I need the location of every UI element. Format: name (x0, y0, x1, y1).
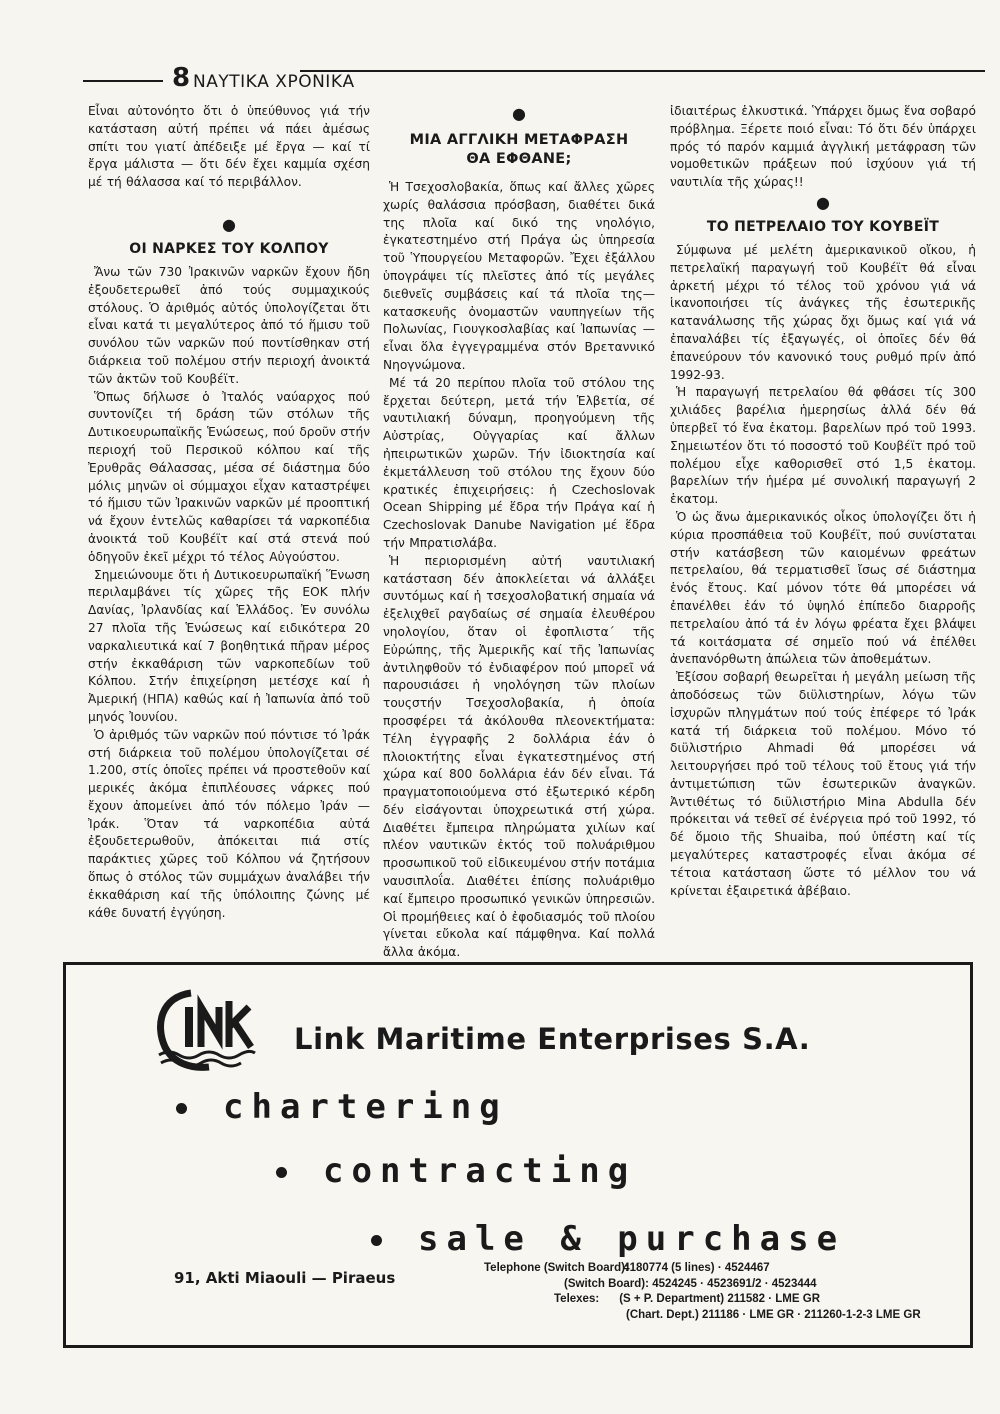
article-paragraph: Μέ τά 20 περίπου πλοῖα τοῦ στόλου της ἔρχεται δεύτερη, μετά τήν Ἑλβετία, σέ ναυτιλιακή δύναμη, προηγούμενη τῆς Αὐστρίας, Οὐγγαρίας καί ἄλλων ἠπειρωτικῶν χωρῶν. Τήν ἰδιοκτησία καί ἐκμετάλλευση τοῦ στόλου της ἔχουν δύο κρατικές ἐπιχειρήσεις: ἡ Czechoslovak Ocean Shipping μέ ἕδρα τήν Πράγα καί ἡ Czechoslovak Danube Navigation μέ ἕδρα τήν Μπρατισλάβα. (383, 375, 655, 550)
switchboard-row (484, 1277, 964, 1293)
switchboard-label: (Switch Board): (564, 1277, 649, 1290)
article-paragraph: Ὁ ἀριθμός τῶν ναρκῶν πού πόντισε τό Ἰράκ στή διάρκεια τοῦ πολέμου ὑπολογίζεται σέ 1.200, στίς ὁποῖες πρέπει νά προστεθοῦν καί μερικές ἀκόμα ἐπιπλέουσες νάρκες πού ἔχουν ἀπομείνει ἀπό τόν πόλεμο Ἰράν — Ἰράκ. Ὅταν τά ναρκοπέδια αὐτά ἐξουδετερωθοῦν, ἀπόκειται πιά στίς παράκτιες χῶρες τοῦ Κόλπου νά ζητήσουν ὅπως ὁ στόλος τῶν συμμάχων ἀναλάβει τήν ἐκκαθάριση καί τῆς ὑπόλοιπης ζώνης μέ κάθε δυνατή ἐγγύηση. (88, 727, 370, 920)
article-paragraph: Σημειώνουμε ὅτι ἡ Δυτικοευρωπαϊκή Ἕνωση περιλαμβάνει τίς χῶρες τῆς ΕΟΚ πλήν Δανίας, Ἰρλανδίας καί Ἑλλάδος. Ἐν συνόλω 27 πλοῖα τῆς Ἑνώσεως καί ειδικότερα 20 ναρκαλιευτικά καί 7 βοηθητικά πῆραν μέρος στήν ἐκκαθάριση τῶν ναρκοπεδίων τοῦ Κόλπου. Στήν ἐπιχείρηση μετέσχε καί ἡ Ἀμερική (ΗΠΑ) καθώς καί ἡ Ἰαπωνία ἀπό τοῦ μηνός Ἰουνίου. (88, 567, 370, 724)
company-name: Link Maritime Enterprises S.A. (294, 1022, 811, 1056)
article-paragraph: Σύμφωνα μέ μελέτη ἀμερικανικοῦ οἴκου, ἡ πετρελαϊκή παραγωγή τοῦ Κουβέϊτ θά εἶναι ἀρκετή μέχρι τό τέλος τοῦ χρόνου γιά νά ἱκανοποιήσει τίς ἀνάγκες τῆς ἐσωτερικῆς κατανάλωσης τῆς χώρας ὄχι ὅμως καί γιά νά ἐπαναλάβει τίς ἐξαγωγές, οἱ ὁποῖες δέν θά ἐπανεύρουν τόν κανονικό τους ρυθμό πρίν ἀπό 1992-93. (670, 242, 976, 382)
logo-text: LINK (151, 985, 154, 986)
page-number: 8 (172, 63, 191, 93)
column-3-intro: ἰδιαιτέρως ἑλκυστικά. Ὑπάρχει ὅμως ἕνα σοβαρό πρόβλημα. Ξέρετε ποιό εἶναι: Τό ὅτι δέν ὑπάρχει πρός τό παρόν καμμιά ἀγγλική μετάφραση τῶν νομοθετικῶν πράξεων πού ἰσχύουν γιά τή ναυτιλία τῆς χώρας!! (670, 104, 976, 190)
newspaper-title: ΝΑΥΤΙΚΑ ΧΡΟΝΙΚΑ (193, 72, 355, 92)
telex-row (484, 1292, 964, 1308)
service-chartering (176, 1087, 508, 1127)
heading-translation-line2: ΘΑ ΕΦΘΑΝΕ; (466, 151, 572, 167)
header-rule-left (83, 80, 163, 82)
article-paragraph: Ἐξίσου σοβαρή θεωρεῖται ἡ μεγάλη μείωση τῆς ἀποδόσεως τῶν διϋλιστηρίων, λόγω τῶν ἰσχυρῶν πληγμάτων πού τούς ἐπέφερε τό Ἰράκ κατά τή διάρκεια τοῦ πολέμου. Μόνο τό διϋλιστήριο Ahmadi θά μπορέσει νά λειτουργήσει πρό τοῦ τέλους τοῦ ἔτους γιά τήν ἀντιμετώπιση τῶν ἐσωτερικῶν ἀναγκῶν. Ἀντιθέτως τό διϋλιστήριο Mina Abdulla δέν πρόκειται νά τεθεῖ σέ ἐνέργεια πρό τοῦ 1992, τό δέ ὅμοιο τῆς Shuaiba, πού ὑπέστη καί τίς μεγαλύτερες καταστροφές εἶναι ἀκόμα σέ τέτοια κατάσταση ὥστε τό μέλλον του νά κρίνεται ἐξαιρετικά ἀβέβαιο. (670, 670, 976, 898)
service-label: chartering (223, 1087, 508, 1127)
switchboard-value: 4524245 · 4523691/2 · 4523444 (652, 1277, 817, 1290)
telephone-label: Telephone (Switch Board): (484, 1262, 629, 1274)
company-address: 91, Akti Miaouli — Piraeus (174, 1269, 396, 1287)
service-sale-purchase (371, 1219, 845, 1259)
advertisement-box (63, 962, 973, 1348)
contact-details (484, 1261, 964, 1323)
header-rule-right (300, 70, 985, 72)
service-label: sale & purchase (418, 1219, 846, 1259)
column-3 (670, 103, 976, 958)
chart-dept-value: (Chart. Dept.) 211186 · LME GR · 211260-1-2-3 LME GR (626, 1308, 921, 1321)
heading-translation-line1: ΜΙΑ ΑΓΓΛΙΚΗ ΜΕΤΑΦΡΑΣΗ (409, 132, 629, 148)
chart-dept-row (484, 1308, 964, 1324)
telex-label: Telexes: (554, 1293, 600, 1305)
section-bullet: ● (816, 192, 830, 212)
section-bullet: ● (222, 214, 236, 234)
heading-kuwait-oil: ΤΟ ΠΕΤΡΕΛΑΙΟ ΤΟΥ ΚΟΥΒΕΪΤ (706, 218, 940, 235)
telephone-value: 4180774 (5 lines) · 4524467 (623, 1262, 770, 1274)
article-paragraph: Ἡ παραγωγή πετρελαίου θά φθάσει τίς 300 χιλιάδες βαρέλια ἡμερησίως ἀλλά δέν θά ὑπερβεῖ τό ἕνα ἑκατομ. βαρελίων πρό τοῦ 1993. Σημειωτέον ὅτι τό ποσοστό τοῦ Κουβέϊτ πρό τοῦ πολέμου εἶχε καθορισθεῖ στό 1,5 ἑκατομ. βαρελίων τήν ἡμέρα μέ συνολική παραγωγή 2 ἑκατομ. (670, 385, 976, 507)
article-paragraph: Ἡ περιορισμένη αὐτή ναυτιλιακή κατάσταση δέν ἀποκλείεται νά ἀλλάξει συντόμως καί ἡ τσεχοσλοβατική σημαία νά ἐξελιχθεῖ ραγδαίως σέ σημαία ἐλευθέρου νηολογίου, ὅταν οἱ ἐφοπλιστα΄ τῆς Εὐρώπης, τῆς Ἀμερικῆς καί τῆς Ἰαπωνίας ἀντιληφθοῦν τό ἐνδιαφέρον πού μπορεῖ νά παρουσιάσει ἡ νηολόγηση τῶν πλοίων τουςστήν Τσεχοσλοβακία, ἡ ὁποία προσφέρει τά ἀκόλουθα πλεονεκτήματα: Τέλη ἐγγραφῆς 2 δολλάρια ἐάν ὁ πλοιοκτήτης εἶναι ἐγκατεστημένος στή χώρα καί 800 δολλάρια ἐάν δέν εἶναι. Τά πραγματοποιούμενα στό ἐξωτερικό κέρδη δέν εἰσάγονται ὑποχρεωτικά στή χώρα. Διαθέτει ἔμπειρα πληρώματα χιλίων καί πλέον ναυτικῶν ἐκτός τοῦ πολυάριθμου προσωπικοῦ τοῦ εἰδικευμένου στήν ποτάμια ναυσιπλοΐα. Διαθέτει ἐπίσης πολυάριθμο καί ἔμπειρο προσωπικό γενικῶν ὑπηρεσιῶν. Οἱ προμήθειες καί ὁ ἐφοδιασμός τοῦ πλοίου γίνεται εὔκολα καί πάμφθηνα. Καί πολλά ἄλλα ἀκόμα. (383, 553, 655, 960)
article-paragraph: Ἡ Τσεχοσλοβακία, ὅπως καί ἄλλες χῶρες χωρίς θαλάσσια πρόσβαση, διαθέτει δικά της πλοῖα καί δικό της νηολόγιο, ἐγκατεστημένο στή Πράγα ὡς ὑπηρεσία τοῦ Ὑπουργείου Μεταφορῶν. Ἔχει ἐξάλλου ὑπογράψει τίς πλεῖστες ἀπό τίς μεγάλες διεθνεῖς συμβάσεις καί τά πλοῖα της— κατασκευῆς ὀνομαστῶν ναυπηγείων τῆς Πολωνίας, Γιουγκοσλαβίας καί Ἰαπωνίας — εἶναι ὅλα ἐγγεγραμμένα στόν Βρεταννικό Νηογνώμονα. (383, 180, 655, 372)
heading-mines: ΟΙ ΝΑΡΚΕΣ ΤΟΥ ΚΟΛΠΟΥ (129, 240, 329, 257)
column-1-intro: Εἶναι αὐτονόητο ὅτι ὁ ὑπεύθυνος γιά τήν κατάσταση αὐτή πρέπει νά πάει ἀμέσως σπίτι του γιατί ἀπέδειξε μέ ἔργα — καί τί ἔργα μάλιστα — ὅτι δέν ἔχει καμμία σχέση μέ τή θάλασσα καί τό περιβάλλον. (88, 104, 370, 190)
service-contracting (276, 1151, 636, 1191)
section-bullet: ● (512, 104, 526, 123)
column-2 (383, 103, 655, 958)
telex-value: (S + P. Department) 211582 · LME GR (619, 1293, 820, 1305)
article-paragraph: Ἄνω τῶν 730 Ἰρακινῶν ναρκῶν ἔχουν ἤδη ἐξουδετερωθεῖ ἀπό τούς συμμαχικούς στόλους. Ὁ ἀριθμός αὐτός ὑπολογίζεται ὅτι εἶναι κατά τι μεγαλύτερος ἀπό τό ἥμισυ τοῦ συνόλου τῶν ναρκῶν πού ποντίσθηκαν στή διάρκεια τοῦ πολέμου στήν περιοχή ἀνοικτά τῶν ἀκτῶν τοῦ Κουβέϊτ. (88, 264, 370, 386)
bullet-dot (276, 1167, 287, 1178)
service-label: contracting (323, 1151, 637, 1191)
telephone-row (484, 1261, 964, 1277)
bullet-dot (176, 1103, 187, 1114)
company-logo (151, 985, 261, 1075)
article-paragraph: Ὅπως δήλωσε ὁ Ἰταλός ναύαρχος πού συντονίζει τή δράση τῶν στόλων τῆς Δυτικοευρωπαϊκῆς Ἑνώσεως, πού δροῦν στήν περιοχή τοῦ Περσικοῦ κόλπου καί τῆς Ἐρυθρᾶς Θάλασσας, μέσα σέ διάστημα δύο μόλις μηνῶν οἱ σύμμαχοι εἶχαν καταστρέψει τό ἥμισυ τῶν Ἰρακινῶν ναρκῶν μέ προοπτική νά ἔχουν ἐντελῶς καθαρίσει τά ναρκοπέδια ἀνοικτά τοῦ Κουβέϊτ καί στά στενά πού ὁδηγοῦν ἐκεῖ μέχρι τό τέλος Αὐγούστου. (88, 389, 370, 564)
article-paragraph: Ὁ ὡς ἄνω ἀμερικανικός οἶκος ὑπολογίζει ὅτι ἡ κύρια προσπάθεια τοῦ Κουβέϊτ, πού συνίσταται στήν κατάσβεση τῶν καιομένων φρεάτων πετρελαίου, θά τερματισθεῖ ἴσως σέ διάστημα ἑνός ἔτους. Καί μόνον τότε θά μπορέσει νά ἐπανέλθει ἐάν τό ὑψηλό ἐπίπεδο διαρροῆς πετρελαίου ἀπό τά ἐν λόγω φρέατα ἔχει βλάψει τά κοιτάσματα σέ σημεῖο πού νά ἐπέλθει ἀνεπανόρθωτη ἀπώλεια τῶν ἀποθεμάτων. (670, 509, 976, 667)
bullet-dot (371, 1235, 382, 1246)
column-1 (88, 103, 370, 958)
